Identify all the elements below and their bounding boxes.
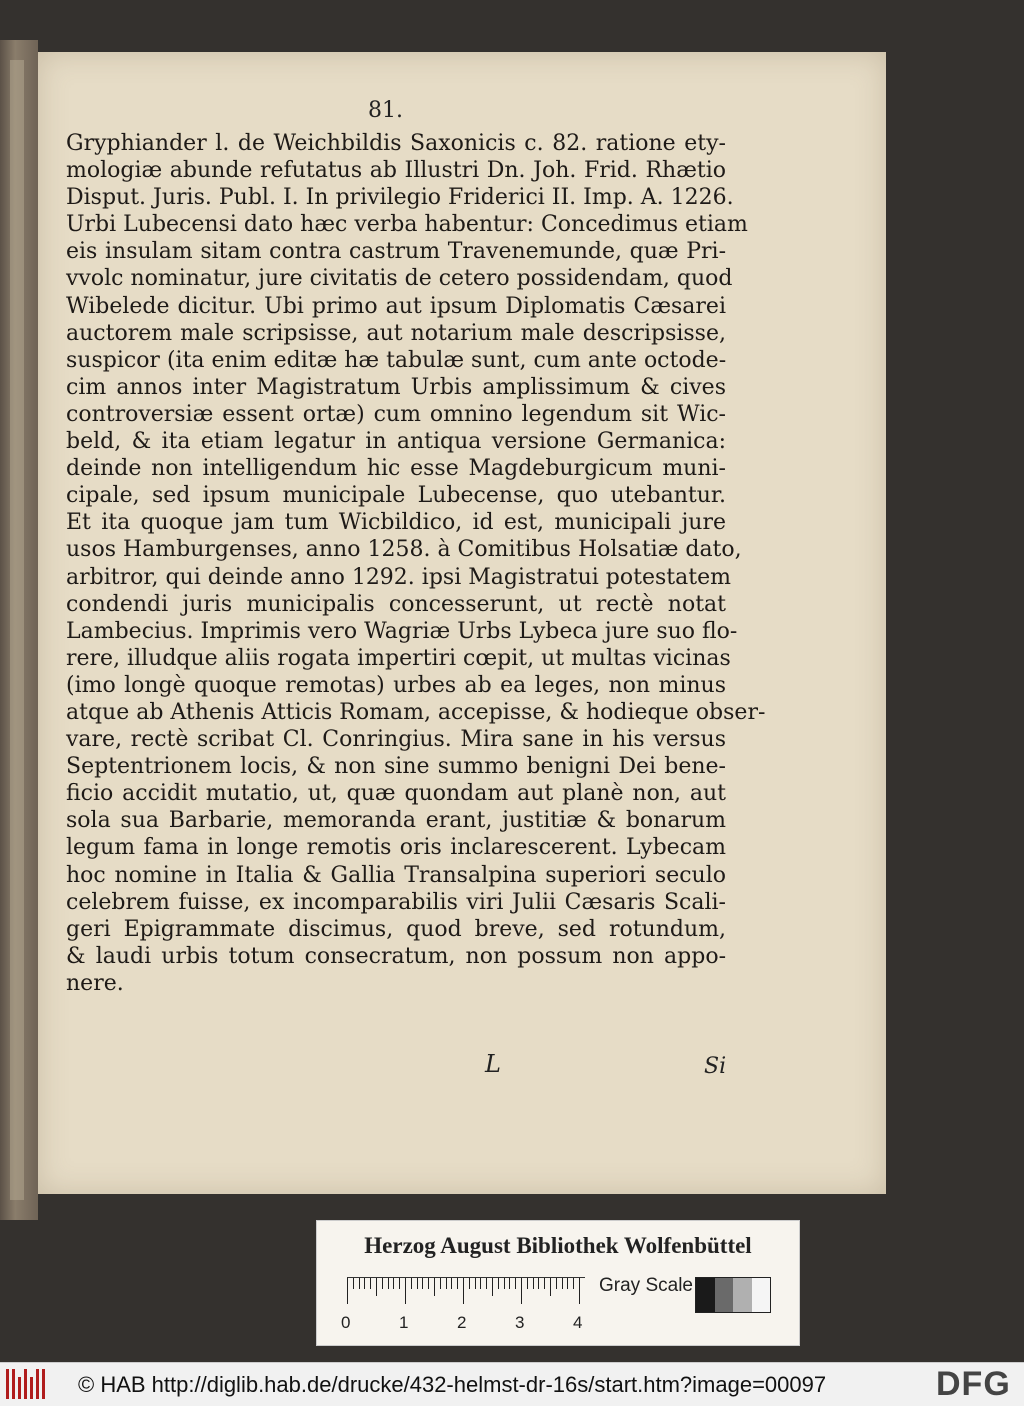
ruler-number: 4 xyxy=(573,1313,583,1332)
gray-scale-swatches xyxy=(695,1277,771,1313)
ruler-tick xyxy=(579,1278,580,1304)
ruler-tick xyxy=(538,1278,539,1289)
ruler-number: 0 xyxy=(341,1313,351,1332)
text-line: usos Hamburgenses, anno 1258. à Comitibus Holsatiæ dato, xyxy=(66,537,742,563)
ruler-tick xyxy=(498,1278,499,1289)
text-line: sola sua Barbarie, memoranda erant, justitiæ & bonarum xyxy=(66,808,726,834)
ruler-tick xyxy=(370,1278,371,1289)
ruler-tick xyxy=(562,1278,563,1289)
viewer-footer xyxy=(0,1362,1024,1406)
ruler-tick xyxy=(399,1278,400,1289)
text-line: controversiæ essent ortæ) cum omnino legendum sit Wic- xyxy=(66,401,726,427)
ruler-tick xyxy=(405,1278,406,1304)
ruler-tick xyxy=(382,1278,383,1289)
ruler-tick xyxy=(486,1278,487,1289)
text-line: geri Epigrammate discimus, quod breve, sed rotundum, xyxy=(66,916,726,942)
ruler-tick xyxy=(428,1278,429,1289)
text-line: Urbi Lubecensi dato hæc verba habentur: Concedimus etiam xyxy=(66,212,748,238)
ruler-tick xyxy=(475,1278,476,1289)
text-line: deinde non intelligendum hic esse Magdeburgicum muni- xyxy=(66,456,726,482)
book-spine-highlight xyxy=(10,60,24,1200)
ruler-tick xyxy=(359,1278,360,1289)
text-line: mologiæ abunde refutatus ab Illustri Dn. Joh. Frid. Rhætio xyxy=(66,158,726,184)
scale-ruler xyxy=(347,1277,585,1306)
text-line: hoc nomine in Italia & Gallia Transalpina superiori seculo xyxy=(66,862,726,888)
ruler-tick xyxy=(480,1278,481,1289)
text-line: condendi juris municipalis concesserunt, ut rectè notat xyxy=(66,591,726,617)
ruler-tick xyxy=(434,1278,435,1296)
ruler-tick xyxy=(556,1278,557,1289)
text-line: eis insulam sitam contra castrum Travenemunde, quæ Pri- xyxy=(66,239,726,265)
ruler-tick xyxy=(393,1278,394,1289)
ruler-tick xyxy=(527,1278,528,1289)
text-line: celebrem fuisse, ex incomparabilis viri Julii Cæsaris Scali- xyxy=(66,889,726,915)
catchword: Si xyxy=(704,1054,727,1079)
ruler-tick xyxy=(388,1278,389,1289)
text-line: rere, illudque aliis rogata impertiri cœpit, ut multas vicinas xyxy=(66,645,731,671)
ruler-tick xyxy=(417,1278,418,1289)
ruler-tick xyxy=(515,1278,516,1289)
ruler-tick xyxy=(446,1278,447,1289)
ruler-tick xyxy=(567,1278,568,1289)
scale-ruler-numbers xyxy=(341,1313,601,1333)
text-line: auctorem male scripsisse, aut notarium male descripsisse, xyxy=(66,320,726,346)
text-line: Wibelede dicitur. Ubi primo aut ipsum Diplomatis Cæsarei xyxy=(66,293,726,319)
library-name: Herzog August Bibliothek Wolfenbüttel xyxy=(364,1233,752,1258)
ruler-tick xyxy=(347,1278,348,1304)
ruler-tick xyxy=(544,1278,545,1289)
text-line: arbitror, qui deinde anno 1292. ipsi Magistratui potestatem xyxy=(66,564,731,590)
text-line: Disput. Juris. Publ. I. In privilegio Friderici II. Imp. A. 1226. xyxy=(66,185,734,211)
ruler-number: 1 xyxy=(399,1313,409,1332)
ruler-tick xyxy=(533,1278,534,1289)
ruler-tick xyxy=(573,1278,574,1289)
ruler-tick xyxy=(422,1278,423,1289)
ruler-tick xyxy=(550,1278,551,1296)
ruler-tick xyxy=(492,1278,493,1296)
ruler-tick xyxy=(353,1278,354,1289)
text-line: legum fama in longe remotis oris inclarescerent. Lybecam xyxy=(66,835,726,861)
ruler-number: 3 xyxy=(515,1313,525,1332)
text-line: Gryphiander l. de Weichbildis Saxonicis c. 82. ratione ety- xyxy=(66,131,726,156)
ruler-tick xyxy=(364,1278,365,1289)
text-line: nere. xyxy=(66,970,124,996)
ruler-tick xyxy=(463,1278,464,1304)
ruler-tick xyxy=(376,1278,377,1296)
source-url-link[interactable]: © HAB http://diglib.hab.de/drucke/432-helmst-dr-16s/start.htm?image=00097 xyxy=(78,1372,827,1397)
gray-swatch xyxy=(715,1278,734,1312)
text-line: (imo longè quoque remotas) urbes ab ea leges, non minus xyxy=(66,672,726,698)
ruler-tick xyxy=(440,1278,441,1289)
ruler-tick xyxy=(504,1278,505,1289)
ruler-tick xyxy=(521,1278,522,1304)
ruler-tick xyxy=(457,1278,458,1289)
page-text-block xyxy=(66,130,766,997)
gray-scale-label: Gray Scale xyxy=(599,1275,693,1296)
text-line: cim annos inter Magistratum Urbis amplissimum & cives xyxy=(66,374,726,400)
ruler-tick xyxy=(411,1278,412,1289)
ruler-tick xyxy=(451,1278,452,1289)
text-line: ficio accidit mutatio, ut, quæ quondam aut planè non, aut xyxy=(66,781,726,807)
dfg-logo: DFG xyxy=(936,1365,1011,1403)
ruler-number: 2 xyxy=(457,1313,467,1332)
text-line: vvolc nominatur, jure civitatis de cetero possidendam, quod xyxy=(66,266,733,292)
gray-swatch xyxy=(752,1278,771,1312)
text-line: atque ab Athenis Atticis Romam, accepisse, & hodieque obser- xyxy=(66,699,766,725)
text-line: beld, & ita etiam legatur in antiqua versione Germanica: xyxy=(66,429,726,455)
gray-swatch xyxy=(733,1278,752,1312)
gray-swatch xyxy=(696,1278,715,1312)
text-line: cipale, sed ipsum municipale Lubecense, quo utebantur. xyxy=(66,483,726,509)
ruler-tick xyxy=(469,1278,470,1289)
hab-logo-icon xyxy=(4,1369,48,1399)
signature-mark: L xyxy=(485,1050,501,1078)
text-line: Septentrionem locis, & non sine summo benigni Dei bene- xyxy=(66,754,726,780)
page-number: 81. xyxy=(368,98,403,123)
library-color-card xyxy=(316,1220,800,1346)
ruler-tick xyxy=(509,1278,510,1289)
text-line: vare, rectè scribat Cl. Conringius. Mira sane in his versus xyxy=(66,727,726,753)
text-line: suspicor (ita enim editæ hæ tabulæ sunt, cum ante octode- xyxy=(66,347,727,373)
text-line: Et ita quoque jam tum Wicbildico, id est, municipali jure xyxy=(66,510,726,536)
text-line: Lambecius. Imprimis vero Wagriæ Urbs Lybeca jure suo flo- xyxy=(66,618,738,644)
text-line: & laudi urbis totum consecratum, non possum non appo- xyxy=(66,943,726,969)
